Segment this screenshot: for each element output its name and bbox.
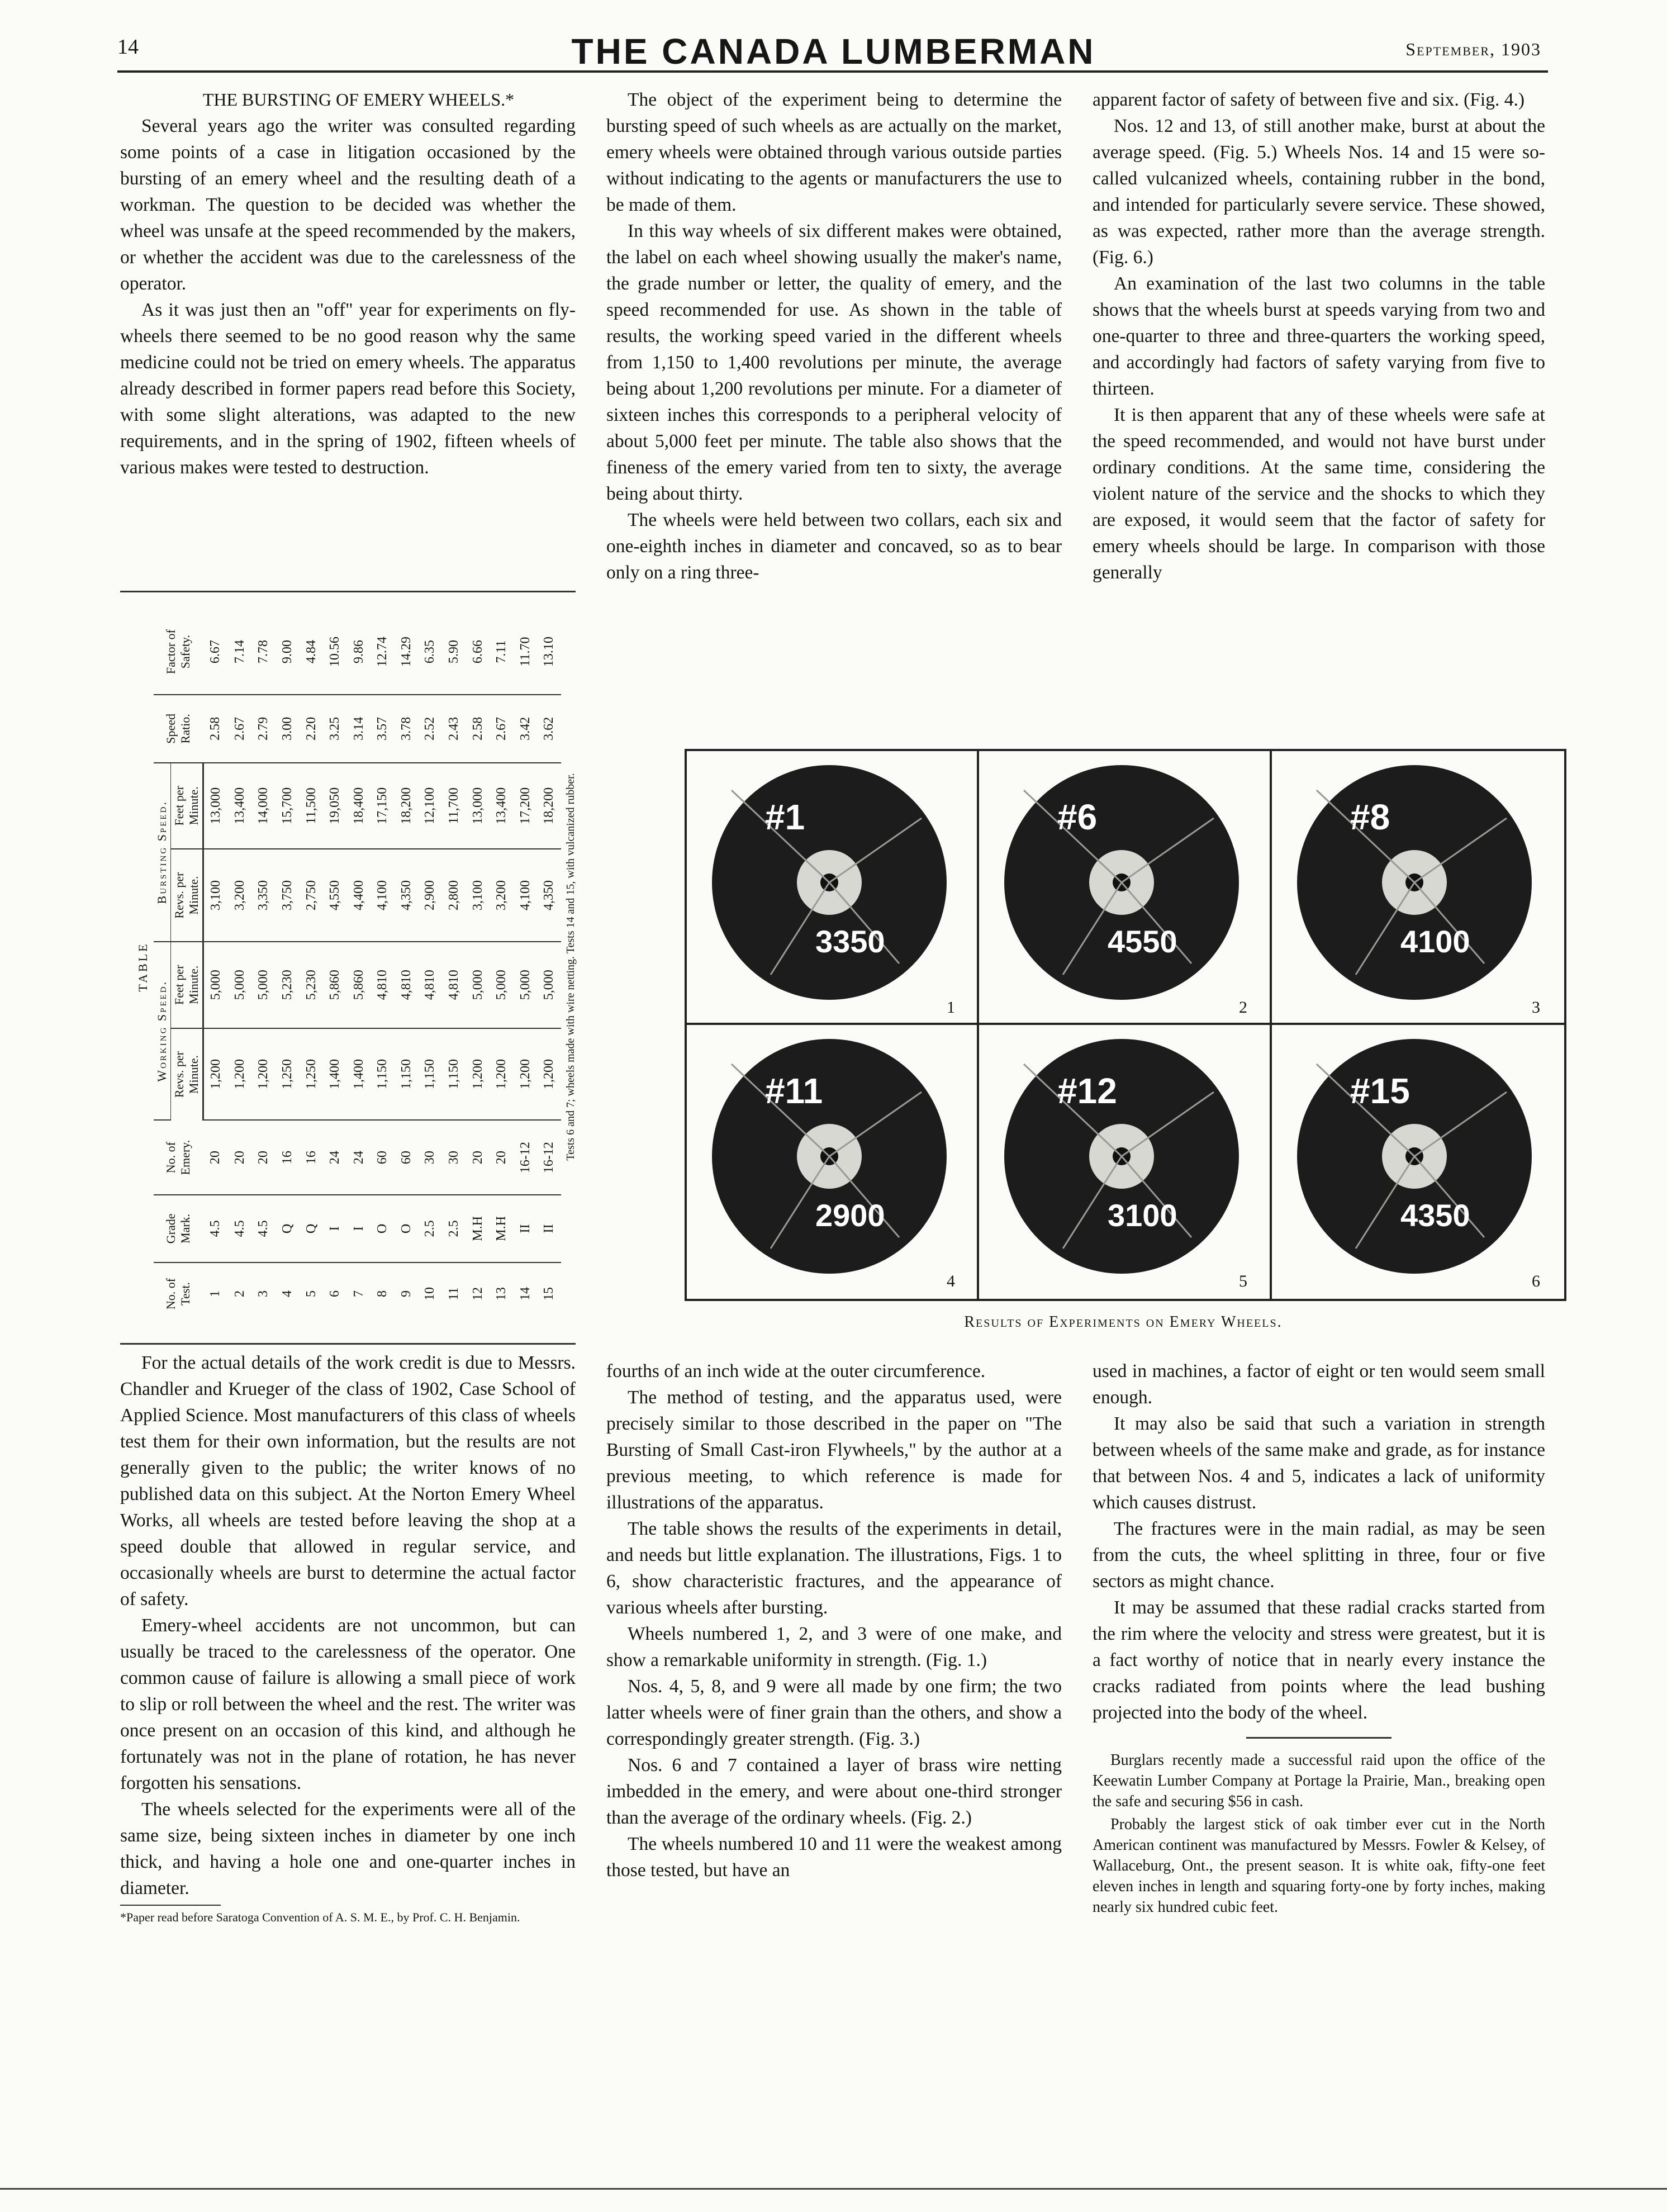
table-cell: 1,150 (395, 1028, 419, 1121)
table-cell: 20 (228, 1121, 252, 1195)
figure-number: 2 (1239, 998, 1247, 1017)
section-separator (1246, 1737, 1391, 1739)
table-row (203, 609, 228, 1325)
table-cell: 18,200 (395, 763, 419, 849)
table-cell: 30 (418, 1121, 442, 1195)
wheel-burst-speed: 3100 (1108, 1198, 1177, 1233)
figures-caption: Results of Experiments on Emery Wheels. (964, 1313, 1283, 1331)
table-cell: 5,000 (466, 942, 490, 1028)
table-row (299, 609, 323, 1325)
table-cell: 1,200 (466, 1028, 490, 1121)
table-cell: 13,000 (466, 763, 490, 849)
table-cell: 4,810 (371, 942, 395, 1028)
table-cell: 5,230 (276, 942, 300, 1028)
table-cell: 4,350 (537, 849, 561, 942)
table-cell: 3.78 (395, 695, 419, 762)
table-cell: 1,150 (418, 1028, 442, 1121)
table-cell: 2.52 (418, 695, 442, 762)
figures-panel (685, 749, 1566, 1301)
table-cell: 20 (203, 1121, 228, 1195)
figure-number: 6 (1532, 1272, 1540, 1290)
table-cell: 3.00 (276, 695, 300, 762)
paragraph: It may also be said that such a variation in strength between wheels of the same make and grade, as for instance that between Nos. 4 and 5, indicates a lack of uniformity which causes distrust. (1093, 1413, 1545, 1513)
table-cell: 5,000 (537, 942, 561, 1028)
table-row (418, 609, 442, 1325)
issue-date: September, 1903 (1405, 39, 1541, 59)
table-cell: II (513, 1195, 537, 1262)
table-cell: 13,400 (490, 763, 514, 849)
table-row (228, 609, 252, 1325)
footnote: *Paper read before Saratoga Convention of A. S. M. E., by Prof. C. H. Benjamin. (120, 1910, 520, 1924)
table-cell: 2.67 (490, 695, 514, 762)
paragraph: Several years ago the writer was consulted regarding some points of a case in litigation occasioned by the bursting of an emery wheel and the resulting death of a workman. The question to be decided was whether the wheel was unsafe at the speed recommended by the makers, or whether the accident was due to the carelessness of the operator. (120, 116, 576, 294)
table-cell: I (323, 1195, 347, 1262)
table-cell: 4,350 (395, 849, 419, 942)
table-cell: 9.00 (276, 609, 300, 695)
wheel-test-number: #11 (765, 1071, 823, 1111)
bottom-rule (0, 2188, 1667, 2190)
table-cell: Q (299, 1195, 323, 1262)
table-cell: 60 (395, 1121, 419, 1195)
col-header: Feet per Minute. (170, 942, 203, 1028)
table-cell: 2.20 (299, 695, 323, 762)
table-note: Tests 6 and 7; wheels made with wire netting. Tests 14 and 15, with vulcanized rubber. (564, 773, 577, 1161)
col-header: Grade Mark. (154, 1195, 203, 1262)
table-row (490, 609, 514, 1325)
table-cell: 12.74 (371, 609, 395, 695)
table-cell: 5 (303, 1290, 319, 1298)
table-cell: 4 (279, 1290, 295, 1298)
table-cell: 14.29 (395, 609, 419, 695)
table-cell: 60 (371, 1121, 395, 1195)
figure-number: 5 (1239, 1272, 1247, 1290)
article-column-1-bottom (120, 1350, 576, 1925)
emery-wheel-photo (687, 1025, 977, 1297)
table-bottom-rule (120, 1343, 576, 1345)
table-cell: 2.5 (442, 1195, 466, 1262)
table-cell: 13.10 (537, 609, 561, 695)
wheel-test-number: #1 (765, 797, 805, 837)
page-number: 14 (117, 35, 139, 59)
table-cell: 2.5 (418, 1195, 442, 1262)
paragraph: apparent factor of safety of between five and six. (Fig. 4.) (1093, 89, 1525, 110)
table-cell: 6.67 (203, 609, 228, 695)
table-cell: 5,000 (228, 942, 252, 1028)
table-cell: 30 (442, 1121, 466, 1195)
emery-wheel-photo (687, 751, 977, 1023)
table-cell: 1,200 (251, 1028, 276, 1121)
news-note: Probably the largest stick of oak timber ever cut in the North American continent was manufactured by Messrs. Fowler & Kelsey, of Wallaceburg, Ont., the present season. It is white oak, fifty-one feet eleven inches in length and squaring forty-one by forty inches, making nearly six hundred cubic feet. (1093, 1816, 1545, 1916)
table-row (513, 609, 537, 1325)
wheel-burst-speed: 2900 (815, 1198, 885, 1233)
table-cell: 2 (232, 1290, 247, 1298)
table-cell: 12 (470, 1287, 485, 1301)
table-cell: M.H (490, 1195, 514, 1262)
news-notes (1093, 1750, 1545, 1917)
table-cell: 13,400 (228, 763, 252, 849)
col-header: Feet per Minute. (170, 763, 203, 849)
table-cell: 11 (446, 1287, 461, 1300)
table-cell: 1,400 (346, 1028, 371, 1121)
table-cell: 5.90 (442, 609, 466, 695)
table-cell: 6.66 (466, 609, 490, 695)
paragraph: The wheels were held between two collars, each six and one-eighth inches in diameter and concaved, so as to bear only on a ring three- (606, 510, 1062, 583)
article-column-2-top (606, 87, 1062, 586)
table-cell: 2.58 (203, 695, 228, 762)
paragraph: It is then apparent that any of these wheels were safe at the speed recommended, and would not have burst under ordinary conditions. At the same time, considering the violent nature of the service and the shocks to which they are exposed, it would seem that the factor of safety for emery wheels should be large. In comparison with those generally (1093, 405, 1545, 583)
emery-wheel-photo (979, 751, 1270, 1023)
table-cell: 6.35 (418, 609, 442, 695)
emery-wheel-photo (1272, 1025, 1562, 1297)
table-cell: 7.78 (251, 609, 276, 695)
table-cell: 5,860 (346, 942, 371, 1028)
news-note: Burglars recently made a successful raid upon the office of the Keewatin Lumber Company at Portage la Prairie, Man., breaking open the safe and securing $56 in cash. (1093, 1751, 1545, 1810)
table-cell: 3 (255, 1290, 270, 1298)
paragraph: used in machines, a factor of eight or ten would seem small enough. (1093, 1361, 1545, 1408)
table-cell: 4.5 (203, 1195, 228, 1262)
table-cell: 4,100 (513, 849, 537, 942)
article-title: THE BURSTING OF EMERY WHEELS.* (202, 89, 515, 110)
table-cell: 16 (276, 1121, 300, 1195)
table-cell: 3,350 (251, 849, 276, 942)
table-cell: 15,700 (276, 763, 300, 849)
header-rule (117, 70, 1548, 73)
table-cell: 19,050 (323, 763, 347, 849)
emery-wheel-photo (1272, 751, 1562, 1023)
wheel-burst-speed: 4100 (1400, 924, 1470, 959)
table-cell: 17,200 (513, 763, 537, 849)
paragraph: The wheels selected for the experiments were all of the same size, being sixteen inches in diameter by one inch thick, and having a hole one and one-quarter inches in diameter. (120, 1799, 576, 1898)
wheel-test-number: #6 (1057, 797, 1098, 837)
paragraph: The method of testing, and the apparatus used, were precisely similar to those described in the paper on "The Bursting of Small Cast-iron Flywheels," by the author at a previous meeting, to which reference is made for illustrations of the apparatus. (606, 1387, 1062, 1513)
table-cell: 5,000 (251, 942, 276, 1028)
table-cell: 3.57 (371, 695, 395, 762)
table-cell: 4.5 (251, 1195, 276, 1262)
table-cell: 3.25 (323, 695, 347, 762)
table-cell: 10.56 (323, 609, 347, 695)
table-row (466, 609, 490, 1325)
table-cell: 16 (299, 1121, 323, 1195)
col-header: Factor of Safety. (154, 609, 203, 695)
table-cell: I (346, 1195, 371, 1262)
table-cell: 9.86 (346, 609, 371, 695)
table-cell: 4,550 (323, 849, 347, 942)
table-cell: 2.79 (251, 695, 276, 762)
table-cell: 11,500 (299, 763, 323, 849)
table-cell: O (395, 1195, 419, 1262)
masthead: THE CANADA LUMBERMAN (571, 31, 1096, 72)
table-cell: 4,400 (346, 849, 371, 942)
table-cell: 1,200 (490, 1028, 514, 1121)
table-cell: 5,860 (323, 942, 347, 1028)
wheel-burst-speed: 4550 (1108, 924, 1177, 959)
figure-5 (979, 1025, 1270, 1297)
table-cell: 4,810 (442, 942, 466, 1028)
group-header-working: Working Speed. (154, 942, 171, 1120)
table-top-rule (120, 591, 576, 592)
table-cell: 1,250 (299, 1028, 323, 1121)
paragraph: It may be assumed that these radial cracks started from the rim where the velocity and stress were greatest, but it is a fact worthy of notice that in nearly every instance the cracks radiated from points where the lead bushing projected into the body of the wheel. (1093, 1597, 1545, 1723)
table-row (323, 609, 347, 1325)
table-cell: Q (276, 1195, 300, 1262)
table-cell: 14 (517, 1287, 533, 1301)
table-row (346, 609, 371, 1325)
table-cell: 1,200 (513, 1028, 537, 1121)
col-header: No. of Emery. (154, 1121, 203, 1195)
col-header: Revs. per Minute. (170, 1028, 203, 1121)
table-cell: 4.84 (299, 609, 323, 695)
figure-number: 4 (947, 1272, 955, 1290)
paragraph: Nos. 12 and 13, of still another make, burst at about the average speed. (Fig. 5.) Wheels Nos. 14 and 15 were so-called vulcanized wheels, containing rubber in the bond, and intended for particularly severe service. These showed, as was expected, rather more than the average strength. (Fig. 6.) (1093, 116, 1545, 268)
table-row (251, 609, 276, 1325)
table-cell: 3,200 (228, 849, 252, 942)
wheel-test-number: #12 (1057, 1071, 1117, 1111)
results-table (136, 609, 578, 1325)
table-cell: 24 (346, 1121, 371, 1195)
table-cell: 1,200 (537, 1028, 561, 1121)
table-cell: 2.58 (466, 695, 490, 762)
table-title: TABLE (135, 942, 150, 992)
col-header: No. of Test. (163, 1278, 192, 1310)
table-cell: 12,100 (418, 763, 442, 849)
table-cell: 5,230 (299, 942, 323, 1028)
table-cell: 14,000 (251, 763, 276, 849)
article-column-3-bottom (1093, 1358, 1545, 1920)
table-cell: 1 (207, 1290, 222, 1298)
figure-number: 3 (1532, 998, 1540, 1017)
col-header: Speed Ratio. (154, 695, 203, 762)
wheel-test-number: #15 (1350, 1071, 1410, 1111)
table-row (395, 609, 419, 1325)
paragraph: Wheels numbered 1, 2, and 3 were of one make, and show a remarkable uniformity in strength. (Fig. 1.) (606, 1624, 1062, 1670)
table-cell: II (537, 1195, 561, 1262)
table-cell: 24 (323, 1121, 347, 1195)
table-cell: 3,100 (466, 849, 490, 942)
table-cell: 1,150 (371, 1028, 395, 1121)
table-cell: 11,700 (442, 763, 466, 849)
wheel-test-number: #8 (1350, 797, 1390, 837)
table-cell: 5,000 (203, 942, 228, 1028)
table-row (371, 609, 395, 1325)
table-cell: 10 (422, 1287, 437, 1301)
table-cell: 3.14 (346, 695, 371, 762)
table-cell: 13 (493, 1287, 509, 1301)
table-cell: 11.70 (513, 609, 537, 695)
footnote-rule (120, 1905, 221, 1906)
table-cell: 20 (466, 1121, 490, 1195)
table-cell: 1,200 (203, 1028, 228, 1121)
figure-6 (1272, 1025, 1562, 1297)
figure-4 (687, 1025, 977, 1297)
table-cell: 16-12 (513, 1121, 537, 1195)
results-table-container (120, 595, 576, 1338)
table-cell: 2,800 (442, 849, 466, 942)
table-cell: 5,000 (490, 942, 514, 1028)
table-cell: 3,750 (276, 849, 300, 942)
table-cell: 20 (251, 1121, 276, 1195)
table-cell: 1,200 (228, 1028, 252, 1121)
emery-wheel-photo (979, 1025, 1270, 1297)
table-cell: 2,900 (418, 849, 442, 942)
paragraph: The object of the experiment being to determine the bursting speed of such wheels as are actually on the market, emery wheels were obtained through various outside parties without indicating to the agents or manufacturers the use to be made of them. (606, 89, 1062, 215)
table-row (276, 609, 300, 1325)
table-cell: 4,100 (371, 849, 395, 942)
figure-2 (979, 751, 1270, 1023)
article-column-1-top (120, 87, 576, 481)
table-cell: 7.11 (490, 609, 514, 695)
paragraph: Emery-wheel accidents are not uncommon, but can usually be traced to the carelessness of the operator. One common cause of failure is allowing a small piece of work to slip or roll between the wheel and the rest. The writer was once present on an occasion of this kind, and although he fortunately was not in the plane of rotation, he has never forgotten his sensations. (120, 1615, 576, 1793)
table-cell: 4,810 (418, 942, 442, 1028)
table-row (537, 609, 561, 1325)
paragraph: The fractures were in the main radial, as may be seen from the cuts, the wheel splitting in three, four or five sectors as might chance. (1093, 1518, 1545, 1592)
paragraph: An examination of the last two columns in the table shows that the wheels burst at speeds varying from two and one-quarter to three and three-quarters the working speed, and accordingly had factors of safety varying from five to thirteen. (1093, 273, 1545, 399)
table-cell: 3.62 (537, 695, 561, 762)
table-cell: 15 (541, 1287, 556, 1301)
table-cell: 5,000 (513, 942, 537, 1028)
paragraph: Nos. 6 and 7 contained a layer of brass wire netting imbedded in the emery, and were about one-third stronger than the average of the ordinary wheels. (Fig. 2.) (606, 1755, 1062, 1828)
paragraph: fourths of an inch wide at the outer circumference. (606, 1361, 986, 1382)
table-cell: 1,250 (276, 1028, 300, 1121)
figure-1 (687, 751, 977, 1023)
figure-3 (1272, 751, 1562, 1023)
col-header: Revs. per Minute. (170, 849, 203, 942)
table-cell: 6 (327, 1290, 342, 1298)
paragraph: The wheels numbered 10 and 11 were the weakest among those tested, but have an (606, 1834, 1062, 1881)
paragraph: For the actual details of the work credit is due to Messrs. Chandler and Krueger of the class of 1902, Case School of Applied Science. Most manufacturers of this class of wheels test them for their own information, but the results are not generally given to the public; the writer knows of no published data on this subject. At the Norton Emery Wheel Works, all wheels are tested before leaving the shop at a speed double that allowed in regular service, and occasionally wheels are burst to determine the actual factor of safety. (120, 1352, 576, 1610)
table-cell: 2,750 (299, 849, 323, 942)
table-cell: 4.5 (228, 1195, 252, 1262)
article-column-2-bottom (606, 1358, 1062, 1883)
table-cell: M.H (466, 1195, 490, 1262)
paragraph: Nos. 4, 5, 8, and 9 were all made by one firm; the two latter wheels were of finer grain than the others, and show a correspondingly greater strength. (Fig. 3.) (606, 1676, 1062, 1749)
table-cell: 2.43 (442, 695, 466, 762)
table-cell: 2.67 (228, 695, 252, 762)
table-cell: 4,810 (395, 942, 419, 1028)
table-cell: 3,100 (203, 849, 228, 942)
table-cell: 3.42 (513, 695, 537, 762)
table-cell: 3,200 (490, 849, 514, 942)
paragraph: As it was just then an "off" year for experiments on fly-wheels there seemed to be no good reason why the same medicine could not be tried on emery wheels. The apparatus already described in former papers read before this Society, with some slight alterations, was adapted to the new requirements, and in the spring of 1902, fifteen wheels of various makes were tested to destruction. (120, 300, 576, 478)
table-row (442, 609, 466, 1325)
paragraph: The table shows the results of the experiments in detail, and needs but little explanation. The illustrations, Figs. 1 to 6, show characteristic fractures, and the appearance of various wheels after bursting. (606, 1518, 1062, 1618)
table-cell: 13,000 (203, 763, 228, 849)
figure-number: 1 (947, 998, 955, 1017)
table-cell: 8 (374, 1290, 390, 1298)
table-cell: 18,400 (346, 763, 371, 849)
table-cell: 9 (398, 1290, 414, 1298)
table-cell: O (371, 1195, 395, 1262)
table-cell: 1,150 (442, 1028, 466, 1121)
table-cell: 1,400 (323, 1028, 347, 1121)
table-cell: 17,150 (371, 763, 395, 849)
wheel-burst-speed: 3350 (815, 924, 885, 959)
table-cell: 7 (351, 1290, 366, 1298)
paragraph: In this way wheels of six different makes were obtained, the label on each wheel showing usually the maker's name, the grade number or letter, the quality of emery, and the speed recommended for use. As shown in the table of results, the working speed varied in the different wheels from 1,150 to 1,400 revolutions per minute, the average being about 1,200 revolutions per minute. For a diameter of sixteen inches this corresponds to a peripheral velocity of about 5,000 feet per minute. The table also shows that the fineness of the emery varied from ten to sixty, the average being about thirty. (606, 221, 1062, 504)
group-header-bursting: Bursting Speed. (154, 763, 171, 942)
wheel-burst-speed: 4350 (1400, 1198, 1470, 1233)
table-cell: 18,200 (537, 763, 561, 849)
article-column-3-top (1093, 87, 1545, 586)
table-cell: 16-12 (537, 1121, 561, 1195)
table-cell: 20 (490, 1121, 514, 1195)
table-cell: 7.14 (228, 609, 252, 695)
